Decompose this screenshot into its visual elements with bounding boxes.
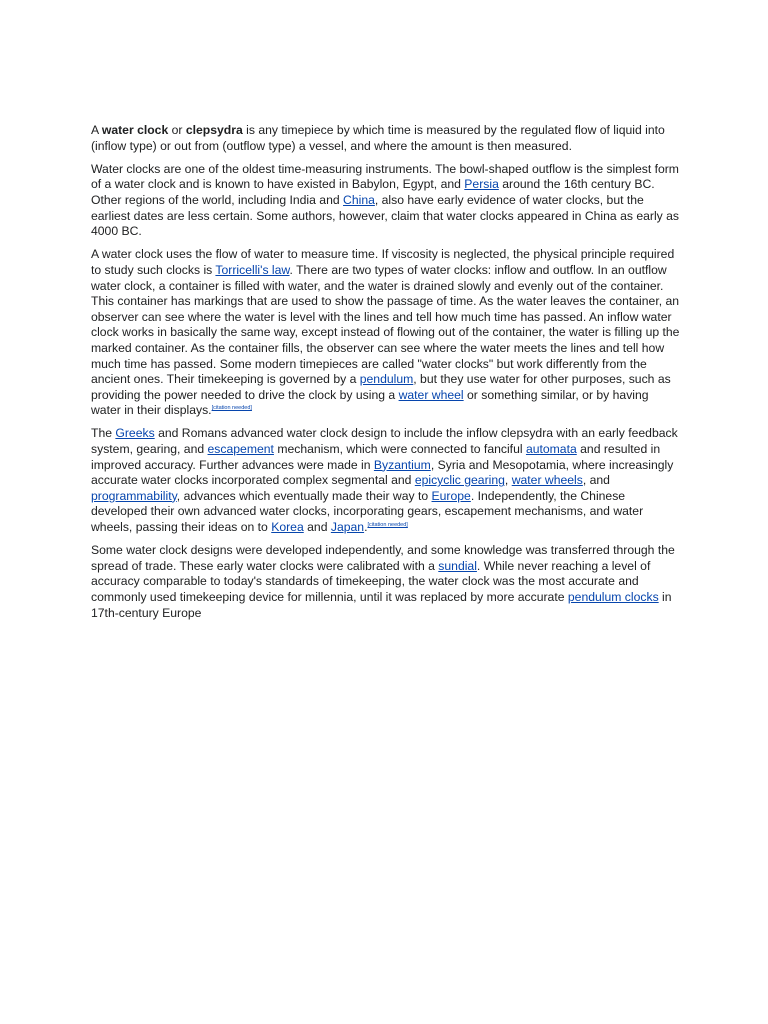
text-span: in 17th-century Europe: [91, 590, 672, 620]
link-automata[interactable]: automata: [525, 442, 577, 457]
link-europe[interactable]: Europe: [431, 488, 471, 503]
text-span: Some water clock designs were developed independently, and some knowledge was transferred through the spread of trade. These early water clocks were calibrated with a: [91, 543, 675, 573]
text-span: , but they use water for other purposes, such as providing the power needed to drive the clock by using a: [91, 372, 671, 402]
link-water-wheels[interactable]: water wheels: [511, 473, 583, 488]
text-span: and Romans advanced water clock design to include the inflow clepsydra with an early feedback system, gearing, and: [91, 426, 678, 457]
text-span: is any timepiece by which time is measured by the regulated flow of liquid into (inflow type) or out from (outflow type) a vessel, and where the amount is then measured.: [91, 123, 665, 153]
text-span: , advances which eventually made their way to: [176, 488, 432, 503]
text-span: and: [303, 520, 331, 535]
text-span: A: [91, 123, 102, 137]
text-span: . Independently, the Chinese developed their own advanced water clocks, incorporating gears, escapement mechanisms, and water wheels, passing their ideas on to: [91, 488, 644, 535]
text-span: mechanism, which were connected to fanciful: [273, 442, 526, 457]
text-span: Water clocks are one of the oldest time-measuring instruments. The bowl-shaped outflow is the simplest form of a water clock and is known to have existed in Babylon, Egypt, and: [91, 161, 679, 192]
text-span: around the 16th century BC. Other regions of the world, including India and: [91, 177, 655, 207]
paragraph-intro: [91, 123, 681, 154]
link-korea[interactable]: Korea: [271, 520, 304, 535]
paragraph-mechanism: [91, 247, 681, 419]
text-span: .: [364, 520, 368, 535]
link-torricellis-law[interactable]: Torricelli's law: [215, 262, 290, 277]
text-span: . There are two types of water clocks: inflow and outflow. In an outflow water clock, a container is filled with water, and the water is drained slowly and evenly out of the container. This container has markings that are used to show the passage of time. As the water leaves the container, an observer can see where the water is level with the lines and tell how much time has passed. An inflow water clock works in basically the same way, except instead of flowing out of the container, the water is filling up the marked container. As the container fills, the observer can see where the water meets the lines and tell how much time has passed. Some modern timepieces are called "water clocks" but work differently from the ancient ones. Their timekeeping is governed by a: [91, 262, 680, 387]
link-japan[interactable]: Japan: [330, 520, 365, 535]
text-span: , and: [582, 473, 610, 488]
link-programmability[interactable]: programmability: [91, 488, 177, 503]
link-china[interactable]: China: [343, 192, 375, 207]
paragraph-history: [91, 162, 681, 240]
article-body: [91, 123, 681, 629]
link-epicyclic-gearing[interactable]: epicyclic gearing: [414, 473, 505, 488]
text-span: A water clock uses the flow of water to measure time. If viscosity is neglected, the physical principle required to study such clocks is: [91, 247, 675, 277]
text-span: ,: [504, 473, 512, 488]
text-span: . While never reaching a level of accuracy comparable to today's standards of timekeeping, the water clock was the most accurate and commonly used timekeeping device for millennia, until it was replaced by more accurate: [91, 558, 651, 604]
link-persia[interactable]: Persia: [464, 177, 499, 192]
link-escapement[interactable]: escapement: [207, 442, 274, 457]
link-water-wheel[interactable]: water wheel: [398, 387, 464, 402]
link-pendulum-clocks[interactable]: pendulum clocks: [567, 590, 659, 604]
citation-needed-link[interactable]: [citation needed]: [367, 522, 408, 529]
link-byzantium[interactable]: Byzantium: [373, 457, 431, 472]
text-span: and resulted in improved accuracy. Further advances were made in: [91, 442, 661, 472]
text-span: The: [91, 426, 116, 441]
link-greeks[interactable]: Greeks: [115, 426, 155, 441]
paragraph-advances: [91, 426, 681, 535]
term-water-clock: water clock: [101, 123, 169, 137]
text-span: or something similar, or by having water in their displays.: [91, 387, 649, 418]
link-pendulum[interactable]: pendulum: [359, 372, 414, 387]
text-span: or: [168, 123, 186, 137]
link-sundial[interactable]: sundial: [438, 558, 477, 573]
text-span: , Syria and Mesopotamia, where increasingly accurate water clocks incorporated complex segmental and: [91, 457, 674, 488]
citation-needed-link[interactable]: [citation needed]: [211, 405, 252, 412]
text-span: , also have early evidence of water clocks, but the earliest dates are less certain. Some authors, however, claim that water clocks appeared in China as early as 4000 BC.: [91, 192, 679, 239]
term-clepsydra: clepsydra: [185, 123, 243, 137]
paragraph-accuracy: [91, 543, 681, 621]
